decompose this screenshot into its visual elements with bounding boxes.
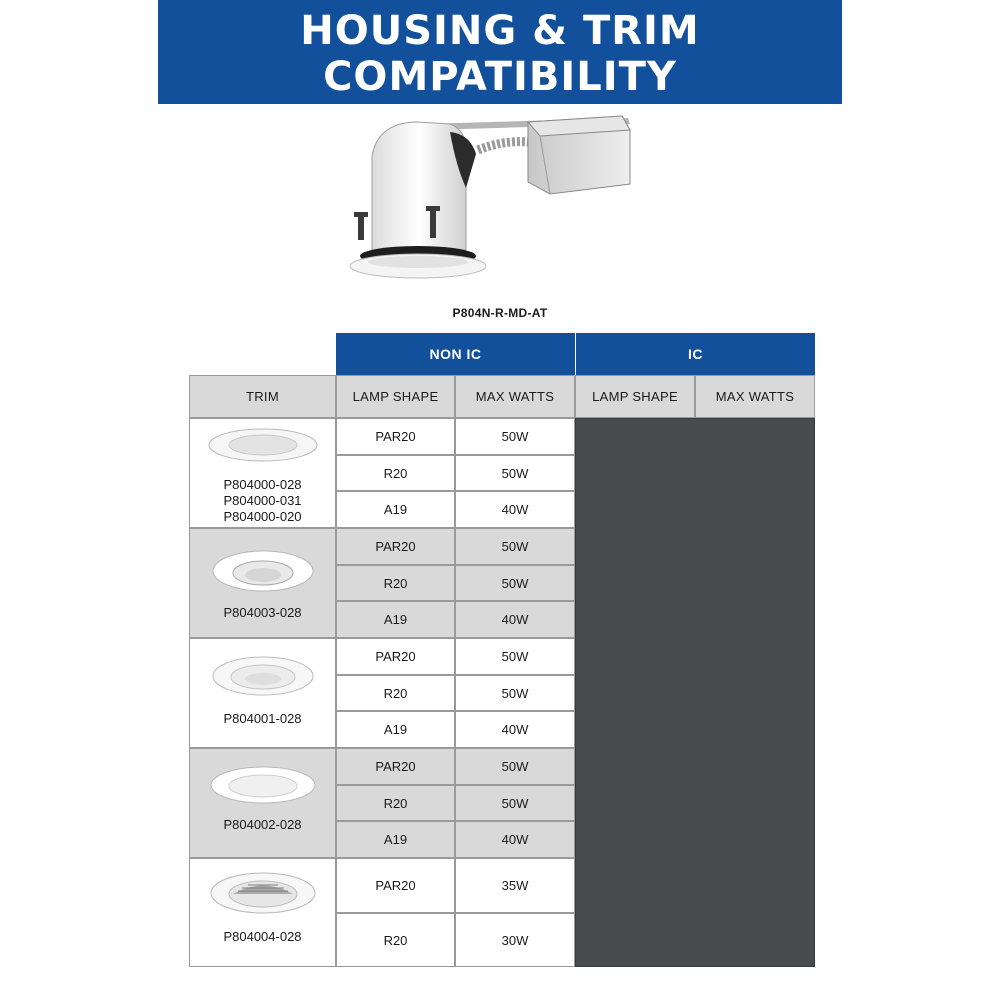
reflector-trim-image bbox=[208, 655, 318, 697]
lamp-shape-cell: A19 bbox=[336, 711, 455, 748]
trim-code: P804004-028 bbox=[223, 929, 302, 944]
max-watts-cell: 50W bbox=[455, 418, 575, 455]
trim-codes bbox=[190, 605, 335, 621]
max-watts-cell: 35W bbox=[455, 858, 575, 913]
non-ic-group-header: NON IC bbox=[336, 333, 575, 375]
lamp-shape-cell: A19 bbox=[336, 491, 455, 528]
trim-code: P804002-028 bbox=[223, 817, 302, 832]
trim-cell bbox=[189, 858, 336, 967]
max-watts-cell: 50W bbox=[455, 455, 575, 491]
title-banner bbox=[158, 0, 842, 104]
ic-not-compatible-block bbox=[575, 418, 815, 967]
max-watts-cell: 40W bbox=[455, 821, 575, 858]
lamp-shape-cell: PAR20 bbox=[336, 528, 455, 565]
adjustable-trim-image bbox=[208, 549, 318, 593]
lamp-shape-cell: A19 bbox=[336, 601, 455, 638]
lamp-shape-cell: PAR20 bbox=[336, 418, 455, 455]
trim-cell bbox=[189, 638, 336, 748]
trim-cell bbox=[189, 418, 336, 528]
model-number: P804N-R-MD-AT bbox=[452, 306, 548, 320]
lamp-shape-cell: R20 bbox=[336, 455, 455, 491]
max-watts-cell: 50W bbox=[455, 565, 575, 601]
lamp-shape-cell: R20 bbox=[336, 913, 455, 967]
trim-cell bbox=[189, 528, 336, 638]
lamp-shape-cell: R20 bbox=[336, 785, 455, 821]
lamp-shape-cell: R20 bbox=[336, 675, 455, 711]
ic-lamp-shape-header: LAMP SHAPE bbox=[575, 375, 695, 418]
lamp-shape-cell: R20 bbox=[336, 565, 455, 601]
max-watts-cell: 50W bbox=[455, 528, 575, 565]
lamp-shape-cell: PAR20 bbox=[336, 638, 455, 675]
non-ic-lamp-shape-header: LAMP SHAPE bbox=[336, 375, 455, 418]
max-watts-cell: 40W bbox=[455, 491, 575, 528]
baffle-trim-image bbox=[208, 427, 318, 463]
trim-code: P804000-031 bbox=[223, 493, 302, 508]
trim-column-header: TRIM bbox=[189, 375, 336, 418]
ic-max-watts-header: MAX WATTS bbox=[695, 375, 815, 418]
ic-group-header: IC bbox=[575, 333, 815, 375]
trim-codes bbox=[190, 711, 335, 727]
max-watts-cell: 40W bbox=[455, 711, 575, 748]
trim-code: P804003-028 bbox=[223, 605, 302, 620]
trim-code: P804001-028 bbox=[223, 711, 302, 726]
title-line-1: HOUSING & TRIM bbox=[300, 8, 700, 54]
lamp-shape-cell: PAR20 bbox=[336, 748, 455, 785]
wall-wash-trim-image bbox=[208, 871, 318, 915]
max-watts-cell: 50W bbox=[455, 748, 575, 785]
trim-cell bbox=[189, 748, 336, 858]
trim-codes bbox=[190, 817, 335, 833]
trim-codes bbox=[190, 929, 335, 945]
trim-codes bbox=[190, 477, 335, 525]
max-watts-cell: 40W bbox=[455, 601, 575, 638]
max-watts-cell: 30W bbox=[455, 913, 575, 967]
trim-code: P804000-028 bbox=[223, 477, 302, 492]
trim-code: P804000-020 bbox=[223, 509, 302, 524]
housing-product-image bbox=[338, 110, 638, 290]
max-watts-cell: 50W bbox=[455, 638, 575, 675]
open-trim-image bbox=[208, 765, 318, 805]
max-watts-cell: 50W bbox=[455, 785, 575, 821]
lamp-shape-cell: PAR20 bbox=[336, 858, 455, 913]
title-line-2: COMPATIBILITY bbox=[323, 54, 677, 100]
lamp-shape-cell: A19 bbox=[336, 821, 455, 858]
non-ic-max-watts-header: MAX WATTS bbox=[455, 375, 575, 418]
max-watts-cell: 50W bbox=[455, 675, 575, 711]
